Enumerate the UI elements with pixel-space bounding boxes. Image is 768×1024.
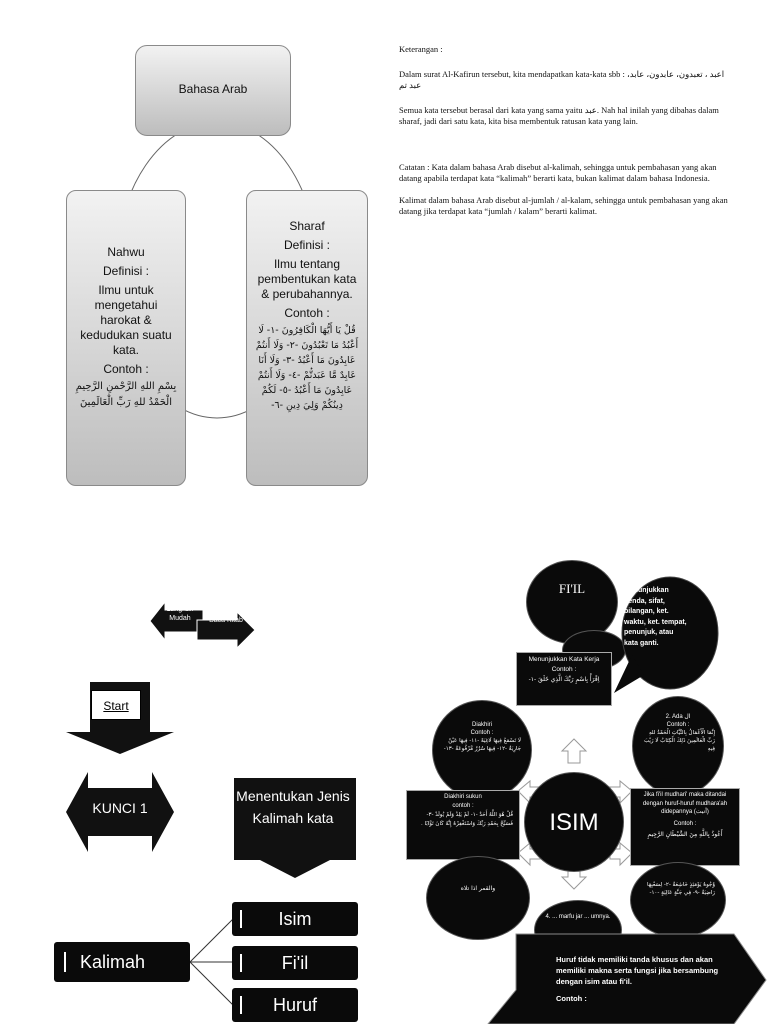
sharaf-example-arabic: قُلْ يَا أَيُّهَا الْكَافِرُونَ -١- لَا أَعْبُدُ مَا تَعْبُدُونَ -٢- وَلَا أَنتُمْ عَابِدُونَ مَا أَعْبُدُ -٣- وَلَا أَنَا عَابِدٌ مَّا عَبَدتُّمْ -٤- وَلَا أَنتُمْ عَابِدُونَ مَا أَعْبُدُ -٥- لَكُمْ دِينُكُمْ وَلِيَ دِينِ -٦- (255, 325, 359, 411)
huruf-contoh: Contoh : (556, 994, 587, 1003)
left-bottom-example: والقمر اذا تلاه (460, 885, 496, 892)
start-box[interactable] (91, 690, 141, 720)
sukun-box (406, 790, 520, 860)
nahwu-def: Ilmu untuk mengetahui harokat & kedudukan suatu kata. (80, 283, 172, 357)
nahwu-title: Nahwu (107, 245, 145, 259)
isim-label: Isim (278, 909, 312, 929)
notes-paragraph-2: Semua kata tersebut berasal dari kata yang sama yaitu عبد. Nah hal inilah yang dibahas dalam sharaf, jadi dari satu kata, kita bisa membentuk ratusan kata yang lain. (399, 105, 719, 126)
info-bubble-text: Menunjukkan benda, sifat, bilangan, ket. waktu, ket. tempat, penunjuk, atau kata ganti. (624, 587, 687, 647)
kata-kerja-example: اِقْرَأْ بِاسْمِ رَبِّكَ الَّذِي خَلَقَ -١- (528, 676, 600, 683)
right-top-example: إِنَّمَا الْأَعْمَالُ بِالنِّيَّاتِ الْحَمْدُ للهِ رَبِّ الْعَالَمِينَ ذَلِكَ الْكِتَابُ لَا رَيْبَ فِيهِ (643, 730, 715, 752)
notes-heading: Keterangan : (399, 44, 443, 54)
node-bahasa-arab (135, 45, 291, 136)
sharaf-ex-label: Contoh : (284, 306, 330, 320)
nahwu-ex-label: Contoh : (103, 362, 149, 376)
node-sharaf (246, 190, 368, 486)
right-bottom-example: وُجُوهٌ يَوْمَئِذٍ خَاشِعَةٌ -٢- لِسَعْيِهَا رَاضِيَةٌ -٩- فِي جَنَّةٍ عَالِيَةٍ -١٠- (647, 882, 715, 896)
isim-box[interactable] (232, 902, 358, 936)
kata-kerja-box (516, 652, 612, 706)
node-bahasa-arab-label: Bahasa Arab (178, 82, 248, 96)
sharaf-title: Sharaf (289, 219, 325, 233)
sukun-label: Diakhiri sukun (444, 794, 482, 800)
nav-arrows-shape (145, 590, 260, 662)
kunci-label: KUNCI 1 (92, 800, 148, 816)
nav-right-label[interactable]: Baca Kitab (209, 617, 243, 624)
huruf-callout-text (556, 954, 736, 1004)
start-label: Start (103, 699, 129, 713)
left-top-example: لَا تَسْمَعُ فِيهَا لَاغِيَةً -١١- فِيهَا عَيْنٌ جَارِيَةٌ -١٢- فِيهَا سُرُرٌ مَّرْفُوعَةٌ -١٣- (443, 738, 521, 752)
menentukan-label: Menentukan Jenis Kalimah kata (236, 788, 350, 826)
nav-left-label[interactable]: Langkah Mudah (166, 606, 194, 622)
sharaf-def: Ilmu tentang pembentukan kata & perubahannya. (257, 257, 357, 301)
notes-paragraph-1: Dalam surat Al-Kafirun tersebut, kita mendapatkan kata-kata sbb : اعبد ، تعبدون، عابدون، عابد، عبد تم (399, 69, 725, 90)
nahwu-def-label: Definisi : (102, 264, 149, 278)
notes-paragraph-3: Catatan : Kata dalam bahasa Arab disebut al-kalimah, sehingga untuk pembahasan yang akan datang apabila terdapat kata “kalimah” berarti kata, bukan kalimat dalam bahasa Indonesia. (399, 162, 717, 183)
sukun-contoh: contoh : (452, 803, 474, 809)
right-bottom-circle (630, 862, 726, 938)
right-top-circle (632, 696, 724, 796)
kata-kerja-contoh: Contoh : (551, 666, 577, 673)
mudhari-example: أَعُوذُ بِاللَّهِ مِنَ الشَّيْطَانِ الرَّجِيمِ (647, 831, 723, 838)
bottom-circle-label: 4. ... marfu jar ... umnya. (545, 914, 611, 920)
kalimah-box[interactable] (54, 942, 190, 982)
mudhari-contoh: Contoh : (673, 820, 697, 827)
node-nahwu (66, 190, 186, 486)
kalimah-label: Kalimah (80, 952, 146, 972)
left-top-circle (432, 700, 532, 800)
right-top-label: 2. Ada ال (665, 714, 691, 720)
isim-center-label: ISIM (549, 809, 599, 836)
nahwu-example-arabic: بِسْمِ اللهِ الرَّحْمنِ الرَّحِيمِ الْحَمْدُ للهِ رَبِّ الْعَالَمِينَ (75, 381, 177, 408)
sharaf-def-label: Definisi : (283, 238, 330, 252)
right-top-contoh: Contoh : (666, 722, 690, 728)
left-top-label: Diakhiri (471, 722, 492, 728)
huruf-description: Huruf tidak memiliki tanda khusus dan akan memiliki makna serta fungsi jika bersambung dengan isim atau fi'il. (556, 955, 719, 986)
sukun-example: قُلْ هُوَ اللَّهُ أَحَدٌ -١- لَمْ يَلِدْ وَلَمْ يُولَدْ -٣- فَسَبِّحْ بِحَمْدِ رَبِّكَ وَاسْتَغْفِرْهُ إِنَّهُ كَانَ تَوَّابًا . (421, 812, 513, 827)
huruf-label: Huruf (272, 995, 317, 1015)
kata-kerja-title: Menunjukkan Kata Kerja (528, 656, 600, 663)
left-top-contoh: Contoh : (470, 730, 494, 736)
mudhari-box (630, 788, 740, 866)
huruf-box[interactable] (232, 988, 358, 1022)
fiil-circle-label: FI'IL (558, 581, 586, 596)
isim-center-circle[interactable] (524, 772, 624, 872)
notes-panel (399, 44, 737, 217)
fiil-label: Fi'il (281, 953, 309, 973)
notes-paragraph-4: Kalimat dalam bahasa Arab disebut al-jumlah / al-kalam, sehingga untuk pembahasan yang akan datang jika terdapat kata “jumlah / kalam” berarti kalimat. (399, 195, 728, 216)
mudhari-label: Jika fi'il mudhari' maka ditandai dengan huruf-huruf mudhara'ah didepannya (أنيت) (642, 792, 728, 815)
fiil-box[interactable] (232, 946, 358, 980)
left-bottom-circle (426, 856, 530, 940)
